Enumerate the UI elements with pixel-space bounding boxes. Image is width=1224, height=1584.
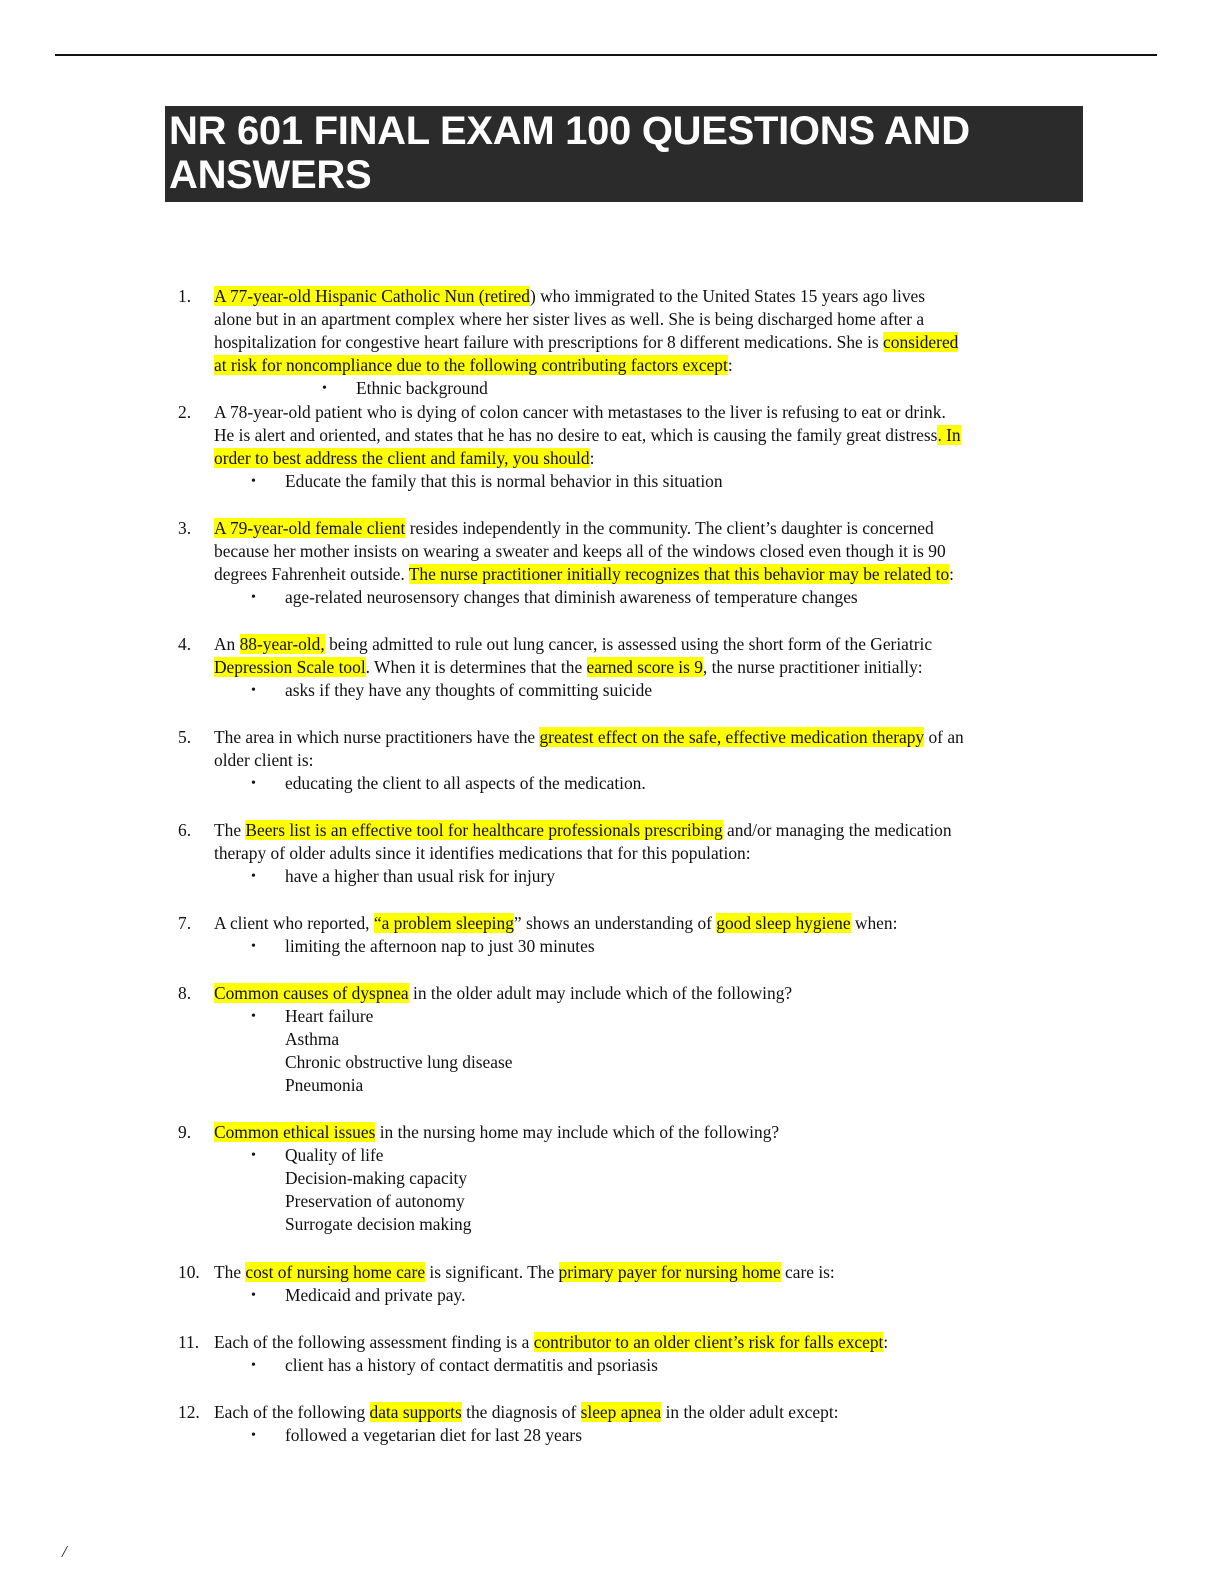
answer-text: Asthma bbox=[285, 1029, 340, 1049]
bullet-icon: • bbox=[251, 939, 256, 954]
question-stem bbox=[214, 517, 1074, 586]
question-number: 1. bbox=[178, 286, 192, 306]
page-mark: / bbox=[62, 1542, 67, 1561]
stem-line bbox=[214, 749, 1074, 772]
stem-text: when: bbox=[850, 913, 898, 933]
stem-text: Each of the following assessment finding is a bbox=[214, 1332, 534, 1352]
stem-text: . When it is determines that the bbox=[365, 657, 587, 677]
question-number: 2. bbox=[178, 402, 192, 422]
stem-text: therapy of older adults since it identifies medications that for this population: bbox=[214, 843, 751, 863]
answer-text: Quality of life bbox=[285, 1145, 384, 1165]
highlighted-text: considered bbox=[883, 332, 959, 352]
stem-text: because her mother insists on wearing a sweater and keeps all of the windows closed even though it is 90 bbox=[214, 541, 946, 561]
answer-text: client has a history of contact dermatitis and psoriasis bbox=[285, 1355, 658, 1375]
stem-text: alone but in an apartment complex where her sister lives as well. She is being discharged home after a bbox=[214, 309, 925, 329]
question-stem bbox=[214, 726, 1074, 772]
stem-line bbox=[214, 517, 1074, 540]
question-stem bbox=[214, 1401, 1074, 1424]
highlighted-text: Beers list is an effective tool for healthcare professionals prescribing bbox=[245, 820, 723, 840]
answer-text: Medicaid and private pay. bbox=[285, 1285, 466, 1305]
stem-line bbox=[214, 656, 1074, 679]
answer-list bbox=[285, 1284, 465, 1307]
bullet-icon: • bbox=[251, 1288, 256, 1303]
question-number: 3. bbox=[178, 518, 192, 538]
answer-list bbox=[285, 935, 595, 958]
stem-text: A client who reported, bbox=[214, 913, 374, 933]
stem-text: and/or managing the medication bbox=[722, 820, 952, 840]
stem-line bbox=[214, 1121, 1074, 1144]
bullet-icon: • bbox=[251, 1009, 256, 1024]
stem-text: , the nurse practitioner initially: bbox=[702, 657, 923, 677]
question-stem bbox=[214, 401, 1074, 470]
question-number: 12. bbox=[178, 1402, 200, 1422]
stem-text: A 78-year-old patient who is dying of colon cancer with metastases to the liver is refusing to eat or drink. bbox=[214, 402, 946, 422]
title-line-2: ANSWERS bbox=[169, 153, 372, 197]
highlighted-text: greatest effect on the safe, effective medication therapy bbox=[539, 727, 925, 747]
stem-line bbox=[214, 912, 1074, 935]
question-stem bbox=[214, 1331, 1074, 1354]
stem-text: ) who immigrated to the United States 15 years ago lives bbox=[529, 286, 926, 306]
stem-line bbox=[214, 726, 1074, 749]
question-number: 9. bbox=[178, 1122, 192, 1142]
stem-text: The area in which nurse practitioners have the bbox=[214, 727, 540, 747]
answer-text: Ethnic background bbox=[356, 378, 488, 398]
question-number: 7. bbox=[178, 913, 192, 933]
answer-list bbox=[285, 1005, 512, 1097]
question-stem bbox=[214, 633, 1074, 679]
stem-text: hospitalization for congestive heart failure with prescriptions for 8 different medications. She is bbox=[214, 332, 884, 352]
stem-line bbox=[214, 447, 1074, 470]
answer-text: Preservation of autonomy bbox=[285, 1191, 465, 1211]
stem-text: He is alert and oriented, and states that he has no desire to eat, which is causing the family great distress bbox=[214, 425, 938, 445]
stem-text: older client is: bbox=[214, 750, 314, 770]
highlighted-text: 88-year-old, bbox=[239, 634, 325, 654]
stem-line bbox=[214, 308, 1074, 331]
bullet-icon: • bbox=[251, 590, 256, 605]
stem-text: degrees Fahrenheit outside. bbox=[214, 564, 409, 584]
answer-text: Surrogate decision making bbox=[285, 1214, 472, 1234]
highlighted-text: The nurse practitioner initially recognizes that this behavior may be related to bbox=[408, 564, 950, 584]
highlighted-text: data supports bbox=[369, 1402, 462, 1422]
bullet-icon: • bbox=[251, 1358, 256, 1373]
stem-text: : bbox=[727, 355, 733, 375]
stem-line bbox=[214, 424, 1074, 447]
highlighted-text: at risk for noncompliance due to the following contributing factors except bbox=[214, 355, 728, 375]
stem-line bbox=[214, 819, 1074, 842]
answer-list bbox=[285, 470, 723, 493]
stem-text: resides independently in the community. The client’s daughter is concerned bbox=[405, 518, 934, 538]
bullet-icon: • bbox=[251, 683, 256, 698]
bullet-icon: • bbox=[251, 1148, 256, 1163]
answer-text: limiting the afternoon nap to just 30 minutes bbox=[285, 936, 595, 956]
stem-line bbox=[214, 1331, 1074, 1354]
page-title bbox=[165, 106, 1083, 202]
stem-text: : bbox=[949, 564, 955, 584]
answer-list bbox=[285, 865, 555, 888]
stem-text: of an bbox=[924, 727, 964, 747]
stem-text: : bbox=[589, 448, 595, 468]
stem-line bbox=[214, 1401, 1074, 1424]
question-number: 8. bbox=[178, 983, 192, 1003]
question-stem bbox=[214, 1261, 1074, 1284]
highlighted-text: sleep apnea bbox=[580, 1402, 662, 1422]
stem-line bbox=[214, 540, 1074, 563]
stem-text: being admitted to rule out lung cancer, is assessed using the short form of the Geriatric bbox=[324, 634, 933, 654]
answer-list bbox=[285, 586, 858, 609]
question-stem bbox=[214, 912, 1074, 935]
answer-list bbox=[285, 679, 652, 702]
stem-line bbox=[214, 633, 1074, 656]
highlighted-text: earned score is 9 bbox=[586, 657, 703, 677]
answer-text: have a higher than usual risk for injury bbox=[285, 866, 555, 886]
answer-list bbox=[285, 1424, 582, 1447]
highlighted-text: good sleep hygiene bbox=[716, 913, 851, 933]
answer-text: Decision-making capacity bbox=[285, 1168, 468, 1188]
highlighted-text: “a problem sleeping bbox=[373, 913, 514, 933]
highlighted-text: Depression Scale tool bbox=[214, 657, 366, 677]
question-number: 4. bbox=[178, 634, 192, 654]
highlighted-text: cost of nursing home care bbox=[245, 1262, 426, 1282]
answer-text: followed a vegetarian diet for last 28 years bbox=[285, 1425, 582, 1445]
stem-line bbox=[214, 401, 1074, 424]
question-number: 11. bbox=[178, 1332, 200, 1352]
answer-list bbox=[285, 1354, 658, 1377]
highlighted-text: Common causes of dyspnea bbox=[214, 983, 409, 1003]
stem-text: the diagnosis of bbox=[461, 1402, 581, 1422]
highlighted-text: Common ethical issues bbox=[214, 1122, 376, 1142]
answer-text: age-related neurosensory changes that diminish awareness of temperature changes bbox=[285, 587, 858, 607]
question-number: 5. bbox=[178, 727, 192, 747]
highlighted-text: order to best address the client and family, you should bbox=[214, 448, 590, 468]
question-stem bbox=[214, 819, 1074, 865]
stem-text: The bbox=[214, 820, 246, 840]
answer-text: Pneumonia bbox=[285, 1075, 364, 1095]
stem-text: is significant. The bbox=[425, 1262, 559, 1282]
answer-list bbox=[356, 377, 488, 400]
stem-line bbox=[214, 285, 1074, 308]
answer-text: Heart failure bbox=[285, 1006, 374, 1026]
answer-text: Educate the family that this is normal behavior in this situation bbox=[285, 471, 723, 491]
question-stem bbox=[214, 285, 1074, 377]
stem-text: care is: bbox=[780, 1262, 835, 1282]
question-stem bbox=[214, 1121, 1074, 1144]
highlighted-text: A 77-year-old Hispanic Catholic Nun (retired bbox=[214, 286, 530, 306]
stem-text: in the older adult except: bbox=[661, 1402, 839, 1422]
stem-line bbox=[214, 1261, 1074, 1284]
title-line-1: NR 601 FINAL EXAM 100 QUESTIONS AND bbox=[169, 109, 970, 153]
answer-text: educating the client to all aspects of the medication. bbox=[285, 773, 646, 793]
bullet-icon: • bbox=[251, 869, 256, 884]
stem-line bbox=[214, 331, 1074, 354]
stem-text: The bbox=[214, 1262, 246, 1282]
highlighted-text: A 79-year-old female client bbox=[214, 518, 406, 538]
stem-line bbox=[214, 982, 1074, 1005]
stem-line bbox=[214, 842, 1074, 865]
highlighted-text: primary payer for nursing home bbox=[558, 1262, 781, 1282]
answer-list bbox=[285, 1144, 471, 1236]
stem-text: Each of the following bbox=[214, 1402, 370, 1422]
answer-text: asks if they have any thoughts of committing suicide bbox=[285, 680, 653, 700]
stem-line bbox=[214, 354, 1074, 377]
bullet-icon: • bbox=[322, 381, 327, 396]
question-number: 6. bbox=[178, 820, 192, 840]
question-number: 10. bbox=[178, 1262, 200, 1282]
stem-text: ” shows an understanding of bbox=[513, 913, 717, 933]
stem-text: An bbox=[214, 634, 240, 654]
stem-line bbox=[214, 563, 1074, 586]
highlighted-text: . In bbox=[937, 425, 961, 445]
question-stem bbox=[214, 982, 1074, 1005]
bullet-icon: • bbox=[251, 776, 256, 791]
stem-text: : bbox=[883, 1332, 889, 1352]
top-rule bbox=[55, 54, 1157, 56]
bullet-icon: • bbox=[251, 474, 256, 489]
answer-text: Chronic obstructive lung disease bbox=[285, 1052, 513, 1072]
highlighted-text: contributor to an older client’s risk for falls except bbox=[533, 1332, 884, 1352]
stem-text: in the older adult may include which of the following? bbox=[408, 983, 793, 1003]
stem-text: in the nursing home may include which of the following? bbox=[375, 1122, 780, 1142]
bullet-icon: • bbox=[251, 1428, 256, 1443]
answer-list bbox=[285, 772, 646, 795]
